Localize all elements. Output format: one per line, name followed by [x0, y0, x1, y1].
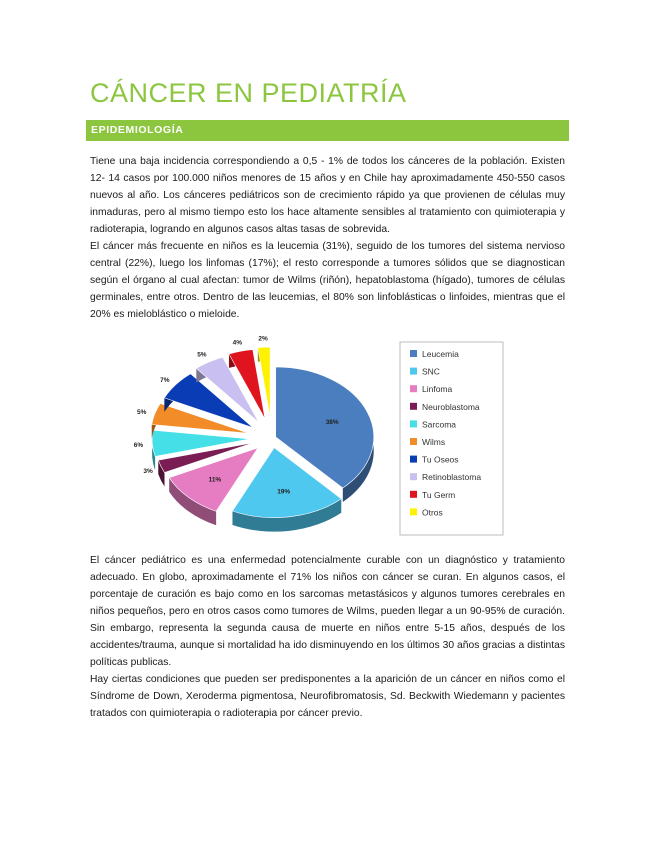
legend-swatch: [410, 385, 417, 392]
pie-chart-svg: [133, 330, 507, 540]
legend-label: Neuroblastoma: [422, 401, 480, 412]
pie-slice-label: 3%: [143, 467, 153, 475]
pie-slice-label: 6%: [133, 442, 144, 449]
legend-label: Retinoblastoma: [422, 472, 482, 483]
legend-label: Tu Oseos: [422, 454, 459, 465]
paragraph: Hay ciertas condiciones que pueden ser predisponentes a la aparición de un cáncer en niños como el Síndrome de Down, Xeroderma pigmentosa, Neurofibromatosis, Sd. Beckwith Wiedemann y pacientes tratados con quimioterapia o radioterapia por cáncer previo.: [90, 674, 565, 719]
legend-swatch: [410, 368, 417, 375]
pie-slice-label: 19%: [277, 488, 291, 496]
paragraph: El cáncer más frecuente en niños es la leucemia (31%), seguido de los tumores del sistema nervioso central (22%), luego los linfomas (17%); el resto corresponde a tumores sólidos que se diagnostican según el órgano al cual afectan: tumor de Wilms (riñón), hepatoblastoma (hígado), tumores de células germinales, entre otros. Dentro de las leucemias, el 80% son linfoblásticas o linfoides, mientras que el 20% es mieloblástico o mieloide.: [90, 241, 565, 320]
legend-label: Wilms: [422, 437, 446, 447]
pie-slice-label: 5%: [136, 409, 147, 416]
pie-slice-label: 38%: [325, 419, 339, 426]
legend-label: Linfoma: [422, 384, 453, 395]
body-text-bottom: [90, 552, 565, 722]
legend-swatch: [410, 420, 417, 427]
legend-swatch: [410, 438, 417, 445]
page-title: CÁNCER EN PEDIATRÍA: [90, 78, 407, 108]
legend-swatch: [410, 403, 417, 410]
pie-chart: [133, 330, 507, 540]
legend-label: Leucemia: [422, 349, 459, 359]
legend-swatch: [410, 508, 417, 515]
pie-slice-label: 4%: [232, 339, 243, 347]
legend-label: Sarcoma: [422, 419, 457, 430]
pie-slice-label: 11%: [208, 476, 222, 484]
legend-label: Otros: [422, 507, 443, 518]
pie-slice-label: 2%: [258, 335, 268, 343]
legend-label: SNC: [422, 366, 440, 377]
pie-slice-label: 5%: [197, 351, 207, 359]
legend-swatch: [410, 350, 417, 357]
pie-slice-label: 7%: [160, 376, 170, 384]
body-text-top: [90, 153, 565, 323]
section-heading: EPIDEMIOLOGÍA: [86, 120, 569, 141]
paragraph: Tiene una baja incidencia correspondiendo a 0,5 - 1% de todos los cánceres de la población. Existen 12- 14 casos por 100.000 niños menores de 15 años y en Chile hay aproximadamente 450-550 casos nuevos al año. Los cánceres pediátricos son de crecimiento rápido ya que provienen de células muy inmaduras, pero al mismo tiempo esto los hace altamente sensibles al tratamiento con quimioterapia y radioterapia, logrando en algunos casos altas tasas de sobrevida.: [90, 156, 565, 235]
legend-swatch: [410, 473, 417, 480]
legend-swatch: [410, 491, 417, 498]
paragraph: El cáncer pediátrico es una enfermedad potencialmente curable con un diagnóstico y tratamiento adecuado. En globo, aproximadamente el 71% los niños con cáncer se curan. En algunos casos, el porcentaje de curación es bajo como en los sarcomas metastásicos y algunos tumores cerebrales en niños pequeños, pero en otros casos como tumores de Wilms, pueden llegar a un 90-95% de curación. Sin embargo, representa la segunda causa de muerte en niños entre 5-15 años, después de los accidentes/trauma, aunque si mortalidad ha ido disminuyendo en los últimos 30 años gracias a distintas políticas publicas.: [90, 555, 565, 668]
legend-label: Tu Germ: [422, 489, 456, 500]
legend-swatch: [410, 456, 417, 463]
